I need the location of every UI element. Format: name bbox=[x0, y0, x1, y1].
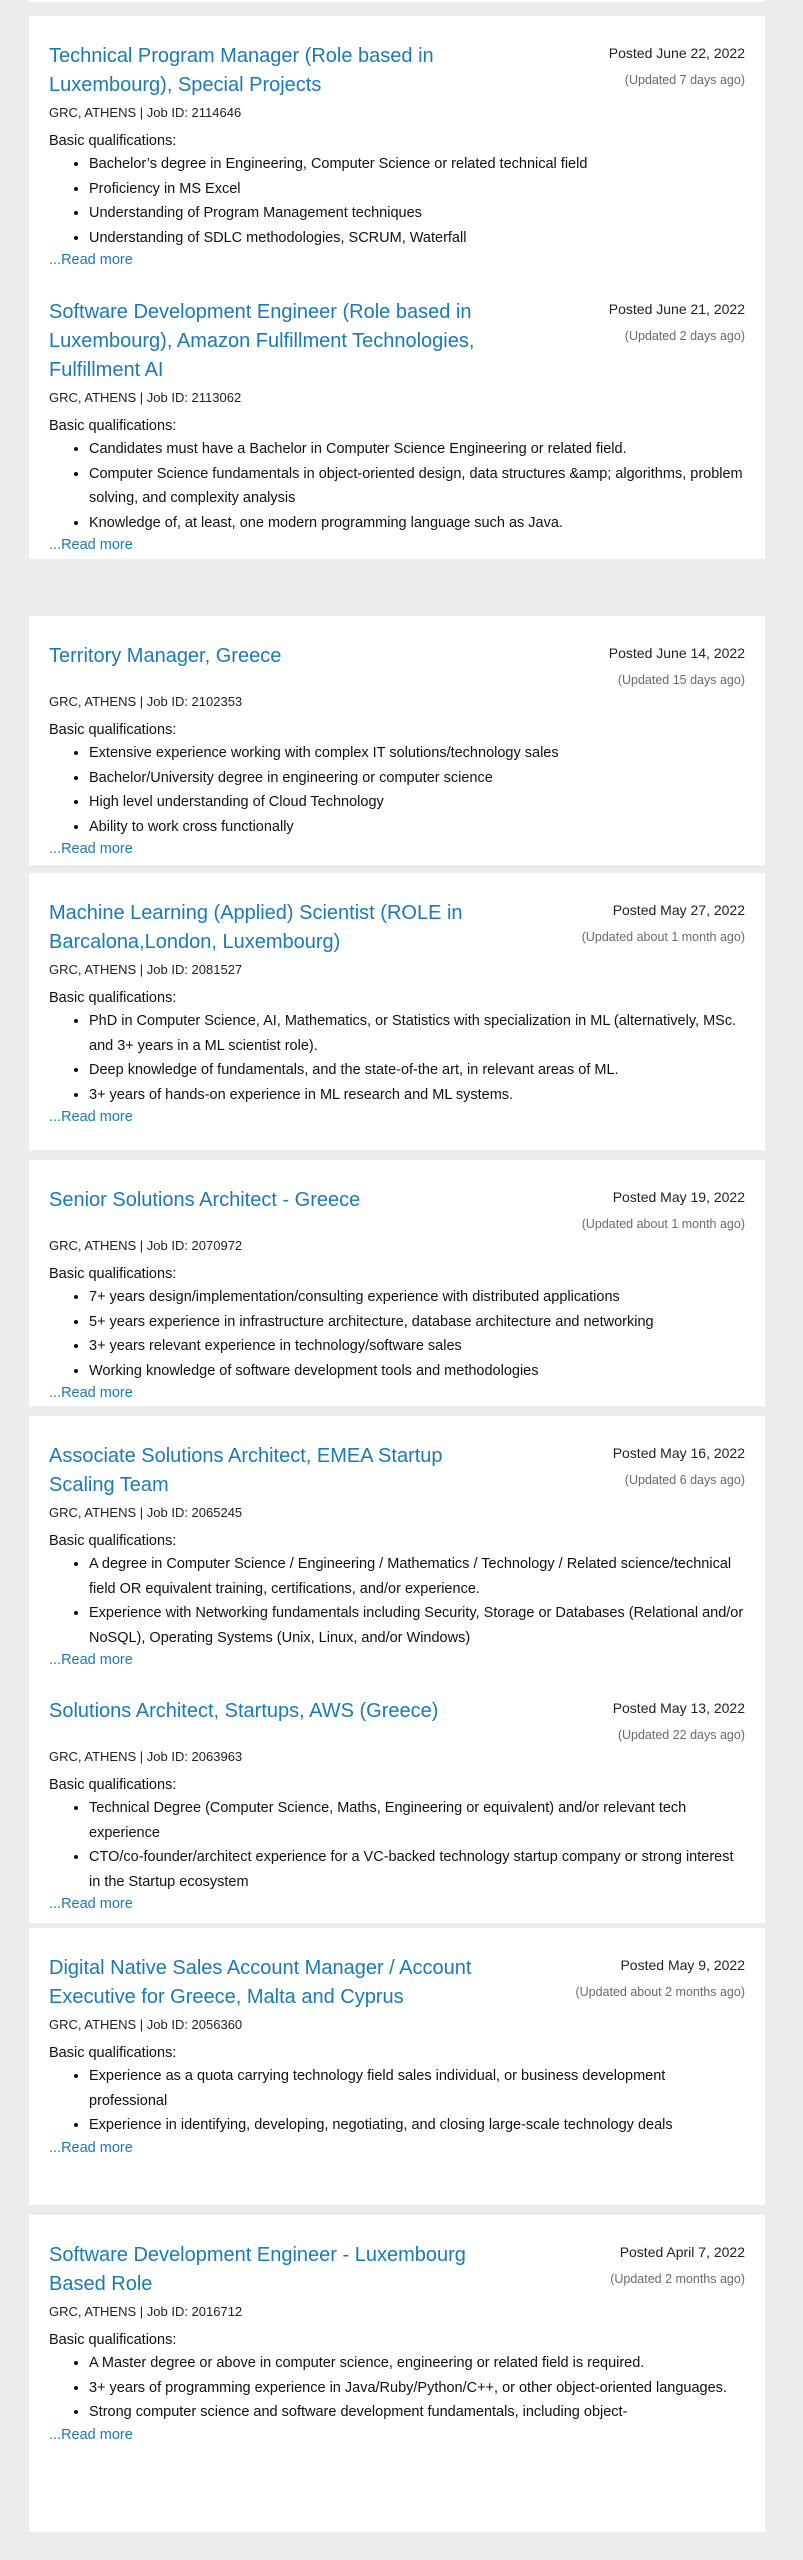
qualifications-heading: Basic qualifications: bbox=[49, 133, 177, 149]
qualification-item: • Extensive experience working with complex IT solutions/technology sales bbox=[89, 741, 745, 766]
updated-time: (Updated 2 months ago) bbox=[610, 2272, 745, 2286]
job-card bbox=[29, 616, 765, 865]
qualification-item: • Experience with Networking fundamentals including Security, Storage or Databases (Relational and/or NoSQL), Operating Systems (Unix, Linux, and/or Windows) bbox=[89, 1601, 745, 1650]
posted-info bbox=[510, 298, 745, 345]
posted-date: Posted May 19, 2022 bbox=[612, 1189, 745, 1205]
qualifications-heading: Basic qualifications: bbox=[49, 722, 177, 738]
job-card bbox=[29, 1416, 765, 1697]
updated-time: (Updated 7 days ago) bbox=[624, 73, 745, 87]
qualifications-heading: Basic qualifications: bbox=[49, 1533, 177, 1549]
job-card-header bbox=[49, 272, 745, 385]
qualification-item: • Bachelor’s degree in Engineering, Computer Science or related technical field bbox=[89, 152, 745, 177]
job-location-id: GRC, ATHENS | Job ID: 2056360 bbox=[49, 2017, 243, 2032]
qualifications-list bbox=[49, 1796, 745, 1894]
job-location-id: GRC, ATHENS | Job ID: 2063963 bbox=[49, 1749, 243, 1764]
qualifications-list bbox=[49, 2064, 745, 2138]
job-card bbox=[29, 873, 765, 1150]
job-card-header bbox=[49, 1416, 745, 1500]
qualifications-heading: Basic qualifications: bbox=[49, 2332, 177, 2348]
posted-date: Posted April 7, 2022 bbox=[619, 2244, 745, 2260]
posted-info bbox=[510, 1697, 745, 1744]
job-title-link[interactable]: Associate Solutions Architect, EMEA Startup Scaling Team bbox=[49, 1445, 443, 1496]
job-title-link[interactable]: Technical Program Manager (Role based in Luxembourg), Special Projects bbox=[49, 45, 434, 96]
job-location-id: GRC, ATHENS | Job ID: 2102353 bbox=[49, 694, 243, 709]
qualification-item: • 7+ years design/implementation/consulting experience with distributed applications bbox=[89, 1285, 745, 1310]
qualification-item: • Strong computer science and software development fundamentals, including object- bbox=[89, 2400, 745, 2425]
posted-info bbox=[510, 2241, 745, 2288]
job-location-id: GRC, ATHENS | Job ID: 2070972 bbox=[49, 1238, 243, 1253]
qualifications-list bbox=[49, 1552, 745, 1650]
qualification-item: • 3+ years relevant experience in technology/software sales bbox=[89, 1334, 745, 1359]
qualification-item: • Working knowledge of software development tools and methodologies bbox=[89, 1359, 745, 1384]
qualification-item: • Deep knowledge of fundamentals, and the state-of-the art, in relevant areas of ML. bbox=[89, 1058, 745, 1083]
job-location-id: GRC, ATHENS | Job ID: 2113062 bbox=[49, 390, 242, 405]
updated-time: (Updated about 1 month ago) bbox=[581, 1217, 745, 1231]
job-title-link[interactable]: Machine Learning (Applied) Scientist (ROLE in Barcalona,London, Luxembourg) bbox=[49, 902, 463, 953]
job-location-id: GRC, ATHENS | Job ID: 2114646 bbox=[49, 105, 242, 120]
previous-card-edge bbox=[29, 0, 765, 2]
qualification-item: • Knowledge of, at least, one modern programming language such as Java. bbox=[89, 511, 745, 536]
job-card-header bbox=[49, 616, 745, 689]
qualification-item: • Understanding of Program Management techniques bbox=[89, 201, 745, 226]
qualification-item: • High level understanding of Cloud Technology bbox=[89, 790, 745, 815]
posted-info bbox=[510, 899, 745, 946]
read-more-link[interactable]: ...Read more bbox=[49, 841, 133, 857]
qualifications-list bbox=[49, 152, 745, 250]
qualifications-heading: Basic qualifications: bbox=[49, 418, 177, 434]
job-location-id: GRC, ATHENS | Job ID: 2081527 bbox=[49, 962, 243, 977]
read-more-link[interactable]: ...Read more bbox=[49, 2426, 133, 2443]
posted-info bbox=[510, 1186, 745, 1233]
job-card-header bbox=[49, 1928, 745, 2012]
qualification-item: • Ability to work cross functionally bbox=[89, 815, 745, 840]
updated-time: (Updated 2 days ago) bbox=[624, 329, 745, 343]
job-card bbox=[29, 1671, 765, 1923]
read-more-link[interactable]: ...Read more bbox=[49, 1896, 133, 1912]
posted-date: Posted May 27, 2022 bbox=[612, 902, 745, 918]
job-card bbox=[29, 16, 765, 293]
qualification-item: • Bachelor/University degree in engineering or computer science bbox=[89, 766, 745, 791]
job-card-header bbox=[49, 1671, 745, 1744]
read-more-link[interactable]: ...Read more bbox=[49, 537, 133, 553]
posted-date: Posted May 16, 2022 bbox=[612, 1445, 745, 1461]
qualification-item: • 5+ years experience in infrastructure architecture, database architecture and networking bbox=[89, 1310, 745, 1335]
job-location-id: GRC, ATHENS | Job ID: 2016712 bbox=[49, 2304, 243, 2319]
qualification-item: • 3+ years of hands-on experience in ML research and ML systems. bbox=[89, 1083, 745, 1108]
qualification-item: • Experience as a quota carrying technology field sales individual, or business development professional bbox=[89, 2064, 745, 2113]
read-more-link[interactable]: ...Read more bbox=[49, 2139, 133, 2156]
qualifications-list bbox=[49, 1285, 745, 1383]
qualification-item: • Candidates must have a Bachelor in Computer Science Engineering or related field. bbox=[89, 437, 745, 462]
job-title-link[interactable]: Territory Manager, Greece bbox=[49, 645, 282, 667]
posted-info bbox=[510, 642, 745, 689]
updated-time: (Updated about 2 months ago) bbox=[575, 1985, 745, 1999]
job-card-header bbox=[49, 2215, 745, 2299]
posted-info bbox=[510, 1954, 745, 2001]
qualifications-list bbox=[49, 2351, 745, 2425]
qualification-item: • Technical Degree (Computer Science, Maths, Engineering or equivalent) and/or relevant tech experience bbox=[89, 1796, 745, 1845]
posted-info bbox=[510, 1442, 745, 1489]
read-more-link[interactable]: ...Read more bbox=[49, 1109, 133, 1125]
job-title-link[interactable]: Digital Native Sales Account Manager / Account Executive for Greece, Malta and Cyprus bbox=[49, 1957, 472, 2008]
job-card-header bbox=[49, 16, 745, 100]
posted-date: Posted May 9, 2022 bbox=[620, 1957, 745, 1973]
posted-date: Posted June 14, 2022 bbox=[608, 645, 745, 661]
qualifications-list bbox=[49, 437, 745, 535]
posted-info bbox=[510, 42, 745, 89]
updated-time: (Updated 22 days ago) bbox=[617, 1728, 745, 1742]
job-card-header bbox=[49, 1160, 745, 1233]
job-title-link[interactable]: Software Development Engineer - Luxembourg Based Role bbox=[49, 2244, 466, 2295]
qualification-item: • A degree in Computer Science / Engineering / Mathematics / Technology / Related science/technical field OR equivalent training, certifications, and/or experience. bbox=[89, 1552, 745, 1601]
posted-date: Posted May 13, 2022 bbox=[612, 1700, 745, 1716]
qualification-item: • 3+ years of programming experience in Java/Ruby/Python/C++, or other object-oriented languages. bbox=[89, 2376, 745, 2401]
posted-date: Posted June 21, 2022 bbox=[608, 301, 745, 317]
qualification-item: • Proficiency in MS Excel bbox=[89, 177, 745, 202]
qualification-item: • A Master degree or above in computer science, engineering or related field is required. bbox=[89, 2351, 745, 2376]
job-title-link[interactable]: Solutions Architect, Startups, AWS (Greece) bbox=[49, 1700, 439, 1722]
qualifications-heading: Basic qualifications: bbox=[49, 1266, 177, 1282]
qualification-item: • Computer Science fundamentals in object-oriented design, data structures &amp; algorithms, problem solving, and complexity analysis bbox=[89, 462, 745, 511]
job-title-link[interactable]: Senior Solutions Architect - Greece bbox=[49, 1189, 361, 1211]
qualifications-heading: Basic qualifications: bbox=[49, 990, 177, 1006]
updated-time: (Updated 6 days ago) bbox=[624, 1473, 745, 1487]
job-card bbox=[29, 1160, 765, 1406]
read-more-link[interactable]: ...Read more bbox=[49, 1385, 133, 1401]
job-card-header bbox=[49, 873, 745, 957]
job-location-id: GRC, ATHENS | Job ID: 2065245 bbox=[49, 1505, 243, 1520]
updated-time: (Updated 15 days ago) bbox=[617, 673, 745, 687]
posted-date: Posted June 22, 2022 bbox=[608, 45, 745, 61]
job-title-link[interactable]: Software Development Engineer (Role based in Luxembourg), Amazon Fulfillment Technologies, Fulfillment AI bbox=[49, 301, 475, 381]
qualification-item: • Understanding of SDLC methodologies, SCRUM, Waterfall bbox=[89, 226, 745, 251]
qualification-item: • PhD in Computer Science, AI, Mathematics, or Statistics with specialization in ML (alternatively, MSc. and 3+ years in a ML scientist role). bbox=[89, 1009, 745, 1058]
job-card bbox=[29, 272, 765, 559]
updated-time: (Updated about 1 month ago) bbox=[581, 930, 745, 944]
qualifications-list bbox=[49, 741, 745, 839]
qualifications-heading: Basic qualifications: bbox=[49, 1777, 177, 1793]
qualifications-heading: Basic qualifications: bbox=[49, 2045, 177, 2061]
qualifications-list bbox=[49, 1009, 745, 1107]
qualification-item: • CTO/co-founder/architect experience for a VC-backed technology startup company or strong interest in the Startup ecosystem bbox=[89, 1845, 745, 1894]
job-card bbox=[29, 2215, 765, 2532]
read-more-link[interactable]: ...Read more bbox=[49, 252, 133, 268]
qualification-item: • Experience in identifying, developing, negotiating, and closing large-scale technology deals bbox=[89, 2113, 745, 2138]
read-more-link[interactable]: ...Read more bbox=[49, 1652, 133, 1668]
job-card bbox=[29, 1928, 765, 2205]
